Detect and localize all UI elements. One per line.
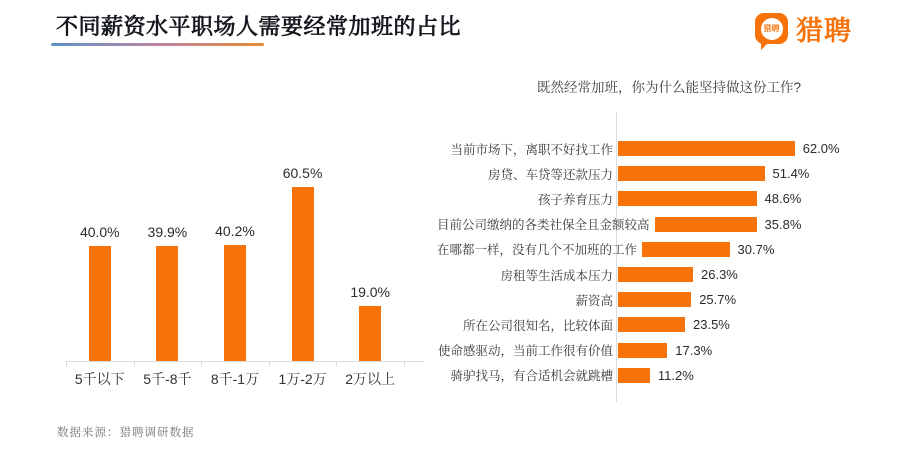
row-value-label: 48.6% — [764, 191, 802, 207]
category-label: 5千-8千 — [143, 371, 192, 387]
row-value-label: 62.0% — [802, 141, 840, 157]
row-bar — [618, 343, 667, 358]
column-chart-plot-area — [66, 140, 404, 361]
row-category-label: 目前公司缴纳的各类社保全且金额较高 — [437, 218, 650, 233]
liepin-logo-text: 猎聘 — [796, 16, 852, 46]
bar-row-3 — [437, 186, 909, 211]
row-bar — [618, 267, 693, 282]
column-4 — [269, 140, 337, 361]
liepin-logo — [755, 9, 852, 48]
row-bar — [618, 292, 691, 307]
bar-row-10 — [437, 363, 909, 388]
liepin-logo-icon — [755, 13, 788, 44]
bar-value-label: 19.0% — [350, 284, 391, 301]
bar-row-5 — [437, 237, 909, 262]
row-bar — [618, 166, 765, 181]
axis-tick — [201, 362, 202, 367]
row-category-label: 所在公司很知名，比较体面 — [462, 318, 613, 333]
column-1 — [66, 140, 134, 361]
column-5 — [336, 140, 404, 361]
bar — [224, 245, 246, 361]
category-label: 2万以上 — [345, 371, 396, 387]
liepin-logo-icon-text: 猎聘 — [763, 24, 780, 33]
row-category-label: 当前市场下，离职不好找工作 — [450, 142, 613, 157]
bar — [359, 306, 381, 361]
row-category-label: 孩子养育压力 — [537, 192, 613, 207]
data-source: 数据来源：猎聘调研数据 — [57, 427, 195, 439]
row-category-label: 房租等生活成本压力 — [500, 268, 613, 283]
category-label: 1万-2万 — [278, 371, 327, 387]
row-category-label: 骑驴找马，有合适机会就跳槽 — [450, 369, 613, 384]
bar-row-9 — [437, 338, 909, 363]
bar-row-1 — [437, 136, 909, 161]
row-bar — [618, 317, 685, 332]
title-underline — [51, 43, 264, 46]
row-bar — [655, 217, 757, 232]
bar-value-label: 40.0% — [79, 224, 120, 240]
row-value-label: 26.3% — [701, 267, 738, 283]
row-category-label: 在哪都一样，没有几个不加班的工作 — [437, 243, 638, 258]
row-bar — [618, 141, 795, 156]
bar — [156, 246, 178, 361]
page-title: 不同薪资水平职场人需要经常加班的占比 — [56, 14, 462, 39]
column-3 — [201, 140, 269, 361]
row-value-label: 35.8% — [764, 216, 802, 232]
bar-row-2 — [437, 161, 909, 186]
liepin-logo-ring — [761, 18, 783, 40]
bar-row-4 — [437, 212, 909, 237]
bar-row-8 — [437, 312, 909, 337]
bar-row-6 — [437, 262, 909, 287]
row-bar — [642, 242, 730, 257]
row-category-label: 使命感驱动，当前工作很有价值 — [437, 344, 613, 359]
row-value-label: 23.5% — [693, 317, 730, 333]
row-value-label: 30.7% — [737, 241, 775, 257]
bar-value-label: 40.2% — [215, 223, 255, 240]
row-category-label: 薪资高 — [575, 293, 613, 308]
row-bar — [618, 368, 650, 383]
category-label: 5千以下 — [74, 371, 125, 387]
bar-chart-plot-area — [437, 136, 909, 388]
row-value-label: 25.7% — [699, 292, 737, 308]
bar-row-7 — [437, 287, 909, 312]
row-value-label: 17.3% — [675, 342, 713, 358]
axis-tick — [269, 362, 270, 367]
category-label: 8千-1万 — [210, 371, 260, 387]
bar — [292, 187, 314, 361]
bar — [89, 246, 111, 361]
axis-tick — [336, 362, 337, 367]
column-chart-x-axis — [66, 361, 424, 367]
axis-tick — [134, 362, 135, 367]
bar-chart-title: 既然经常加班，你为什么能坚持做这份工作? — [537, 80, 802, 95]
bar-value-label: 39.9% — [147, 224, 188, 241]
column-2 — [134, 140, 202, 361]
column-chart-x-labels — [66, 369, 404, 389]
row-value-label: 11.2% — [657, 367, 694, 383]
row-value-label: 51.4% — [772, 166, 810, 182]
bar-value-label: 60.5% — [282, 165, 323, 182]
axis-tick — [404, 362, 405, 367]
row-bar — [618, 191, 757, 206]
row-category-label: 房贷、车贷等还款压力 — [487, 167, 613, 182]
axis-tick — [66, 362, 67, 367]
